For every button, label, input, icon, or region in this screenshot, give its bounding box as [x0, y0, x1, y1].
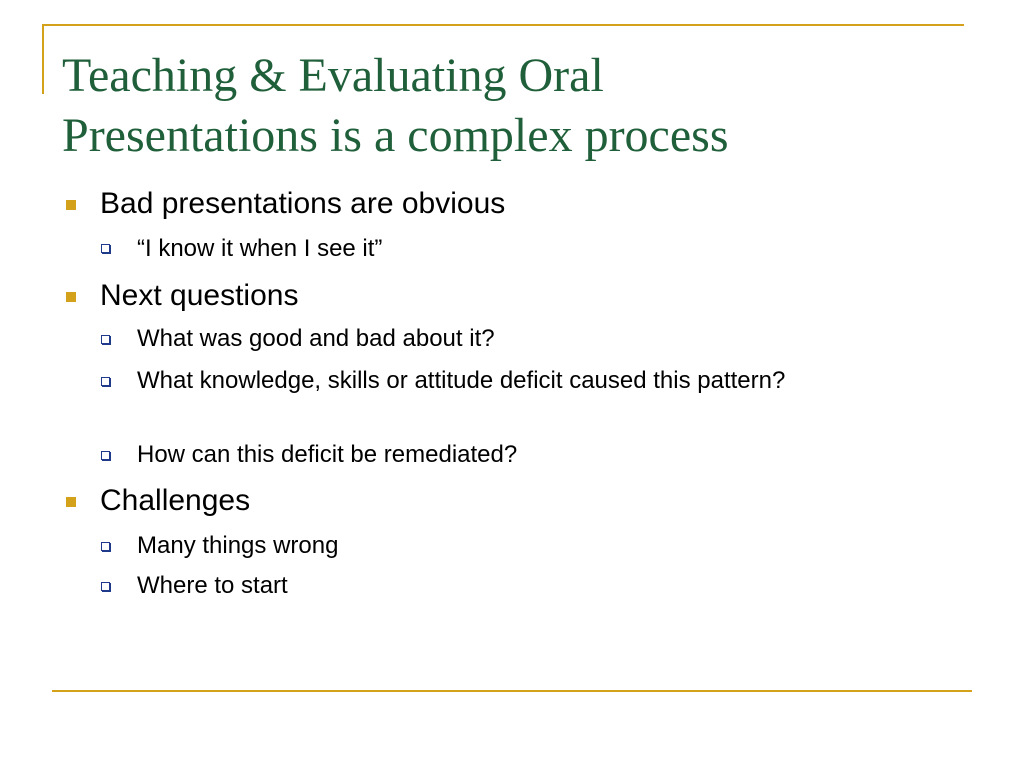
sub-bullet-item: What knowledge, skills or attitude deficit caused this pattern? [137, 367, 786, 394]
bullet-item: Next questions [100, 279, 299, 312]
sub-bullet-item: What was good and bad about it? [137, 325, 495, 352]
square-bullet-icon [66, 200, 76, 210]
sub-bullet-item: “I know it when I see it” [137, 235, 383, 262]
square-bullet-icon [66, 292, 76, 302]
bottom-accent-rule [52, 690, 972, 692]
hollow-square-bullet-icon [101, 377, 110, 386]
slide-title-line-1: Teaching & Evaluating Oral [62, 49, 604, 102]
bullet-item: Challenges [100, 484, 251, 517]
hollow-square-bullet-icon [101, 451, 110, 460]
hollow-square-bullet-icon [101, 335, 110, 344]
bullet-item: Bad presentations are obvious [100, 187, 506, 220]
hollow-square-bullet-icon [101, 244, 110, 253]
slide-title-line-2: Presentations is a complex process [62, 109, 729, 162]
sub-bullet-item: Many things wrong [137, 532, 339, 559]
hollow-square-bullet-icon [101, 582, 110, 591]
hollow-square-bullet-icon [101, 542, 110, 551]
sub-bullet-item: How can this deficit be remediated? [137, 441, 518, 468]
sub-bullet-item: Where to start [137, 572, 288, 599]
square-bullet-icon [66, 497, 76, 507]
